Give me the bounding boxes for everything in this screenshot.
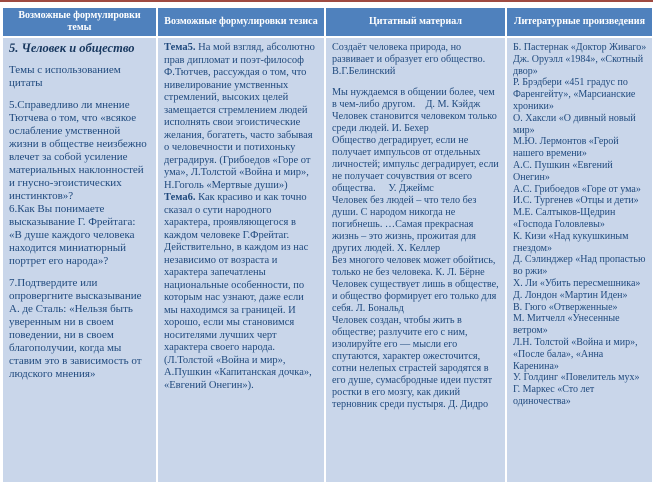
paragraph: Дж. Оруэлл «1984», «Скотный двор» xyxy=(513,53,644,77)
paragraph: Г. Маркес «Сто лет одиночества» xyxy=(513,384,595,407)
paragraph: Р. Брэдбери «451 градус по Фаренгейту», «Марсианские хроники» xyxy=(513,77,636,112)
paragraph: А.С. Грибоедов «Горе от ума» xyxy=(513,183,641,195)
paragraph: Человек без людей – что тело без души. С народом никогда не погибнешь. …Самая прекрасная жизнь – это жизнь, прожитая для других людей. Х. Келлер xyxy=(332,195,477,254)
paragraph: К. Кизи «Над кукушкиным гнездом» xyxy=(513,230,629,254)
paragraph: Тема6. Как красиво и как точно сказал о сути народного характера, проявляющегося в каждом человеке Г.Фрейтаг. Действительно, в каждом из нас независимо от возраста и характера запечатлены национальные особенности, по которым нас узнают, даже если мы находимся за границей. И хорошо, если мы становимся носителями лучших черт характера своего народа. (Л.Толстой «Война и мир», А.Пушкин «Капитанская дочка», «Евгений Онегин»). xyxy=(164,192,312,391)
paragraph-lead: Тема5. xyxy=(164,42,196,53)
paragraph: Д. Сэлинджер «Над пропастью во ржи» xyxy=(513,254,646,278)
paragraph: М.Е. Салтыков-Щедрин «Господа Головлевы» xyxy=(513,207,616,230)
paragraph: Л.Н. Толстой «Война и мир», «После бала», «Анна Каренина» xyxy=(513,336,638,372)
paragraph: Д. Лондон «Мартин Иден» xyxy=(513,289,628,301)
paragraph: Тема5. На мой взгляд, абсолютно прав дипломат и поэт-философ Ф.Тютчев, рассуждая о том, что нивелирование умственных стремлений, высоких целей замещается стремлением людей исполнять свои эгоистические желания, богатеть, часто забывая о человечности и потихоньку деградируя. (Грибоедов «Горе от ума», Л.Толстой «Война и мир», Н.Гоголь «Мертвые души») xyxy=(164,42,315,191)
paragraph: М. Митчелл «Унесенные ветром» xyxy=(513,313,620,337)
header-cell-works: Литературные произведения xyxy=(507,8,652,36)
paragraph: А.С. Пушкин «Евгений Онегин» xyxy=(513,159,613,183)
paragraph: 5. Человек и общество xyxy=(9,41,135,55)
paragraph: М.Ю. Лермонтов «Герой нашего времени» xyxy=(513,136,619,160)
header-cell-theme: Возможные формулировки темы xyxy=(3,8,156,36)
column-quotes-body xyxy=(326,38,505,482)
paragraph: 6.Как Вы понимаете высказывание Г. Фрейтага: «В душе каждого человека находится миниатюрный портрет его народа»? xyxy=(9,203,136,267)
paragraph: О. Хаксли «О дивный новый мир» xyxy=(513,112,636,136)
header-cell-thesis: Возможные формулировки тезиса xyxy=(158,8,324,36)
paragraph: В. Гюго «Отверженные» xyxy=(513,301,618,313)
paragraph: 7.Подтвердите или опровергните высказывание А. де Сталь: «Нельзя быть уверенным ни в своем поведении, ни в своем благополучии, когда мы ставим это в зависимость от людского мнения» xyxy=(9,277,142,380)
column-works-body xyxy=(507,38,652,482)
paragraph-lead: Тема6. xyxy=(164,192,196,203)
paragraph: У. Голдинг «Повелитель мух» xyxy=(513,372,640,384)
paragraph: 5.Справедливо ли мнение Тютчева о том, что «всякое ослабление умственной жизни в обществе неизбежно влечет за собой усиление материальных наклонностей и гнусно-эгоистических инстинктов»? xyxy=(9,99,147,202)
top-border-line xyxy=(0,0,653,2)
paragraph: Мы нуждаемся в общении более, чем в чем-либо другом. Д. М. Кэйдж xyxy=(332,87,495,110)
paragraph: Создаёт человека природа, но развивает и образует его общество. В.Г.Белинский xyxy=(332,42,486,77)
paragraph: Человек существует лишь в обществе, и общество формирует его только для себя. Л. Бональд xyxy=(332,279,499,314)
paragraph: И.С. Тургенев «Отцы и дети» xyxy=(513,195,639,207)
paragraph: Х. Ли «Убить пересмешника» xyxy=(513,277,641,289)
essay-topics-table xyxy=(3,8,650,482)
paragraph: Человек создан, чтобы жить в обществе; разлучите его с ним, изолируйте его — мысли его спутаются, характер ожесточится, сотни нелепых страстей зародятся в его душе, сумасбродные идеи пустят ростки в его мозгу, как дикий терновник среди пустыря. Д. Дидро xyxy=(332,315,493,410)
paragraph: Б. Пастернак «Доктор Живаго» xyxy=(513,42,647,53)
paragraph: Без многого человек может обойтись, только не без человека. К. Л. Бёрне xyxy=(332,255,496,278)
header-cell-quotes: Цитатный материал xyxy=(326,8,505,36)
column-theme-body xyxy=(3,38,156,482)
paragraph: Общество деградирует, если не получает импульсов от отдельных личностей; импульс деградирует, если не получает сочувствия от всего общества. У. Джеймс xyxy=(332,135,499,194)
column-thesis-body xyxy=(158,38,324,482)
paragraph: Темы с использованием цитаты xyxy=(9,64,121,89)
paragraph: Человек становится человеком только среди людей. И. Бехер xyxy=(332,111,497,134)
